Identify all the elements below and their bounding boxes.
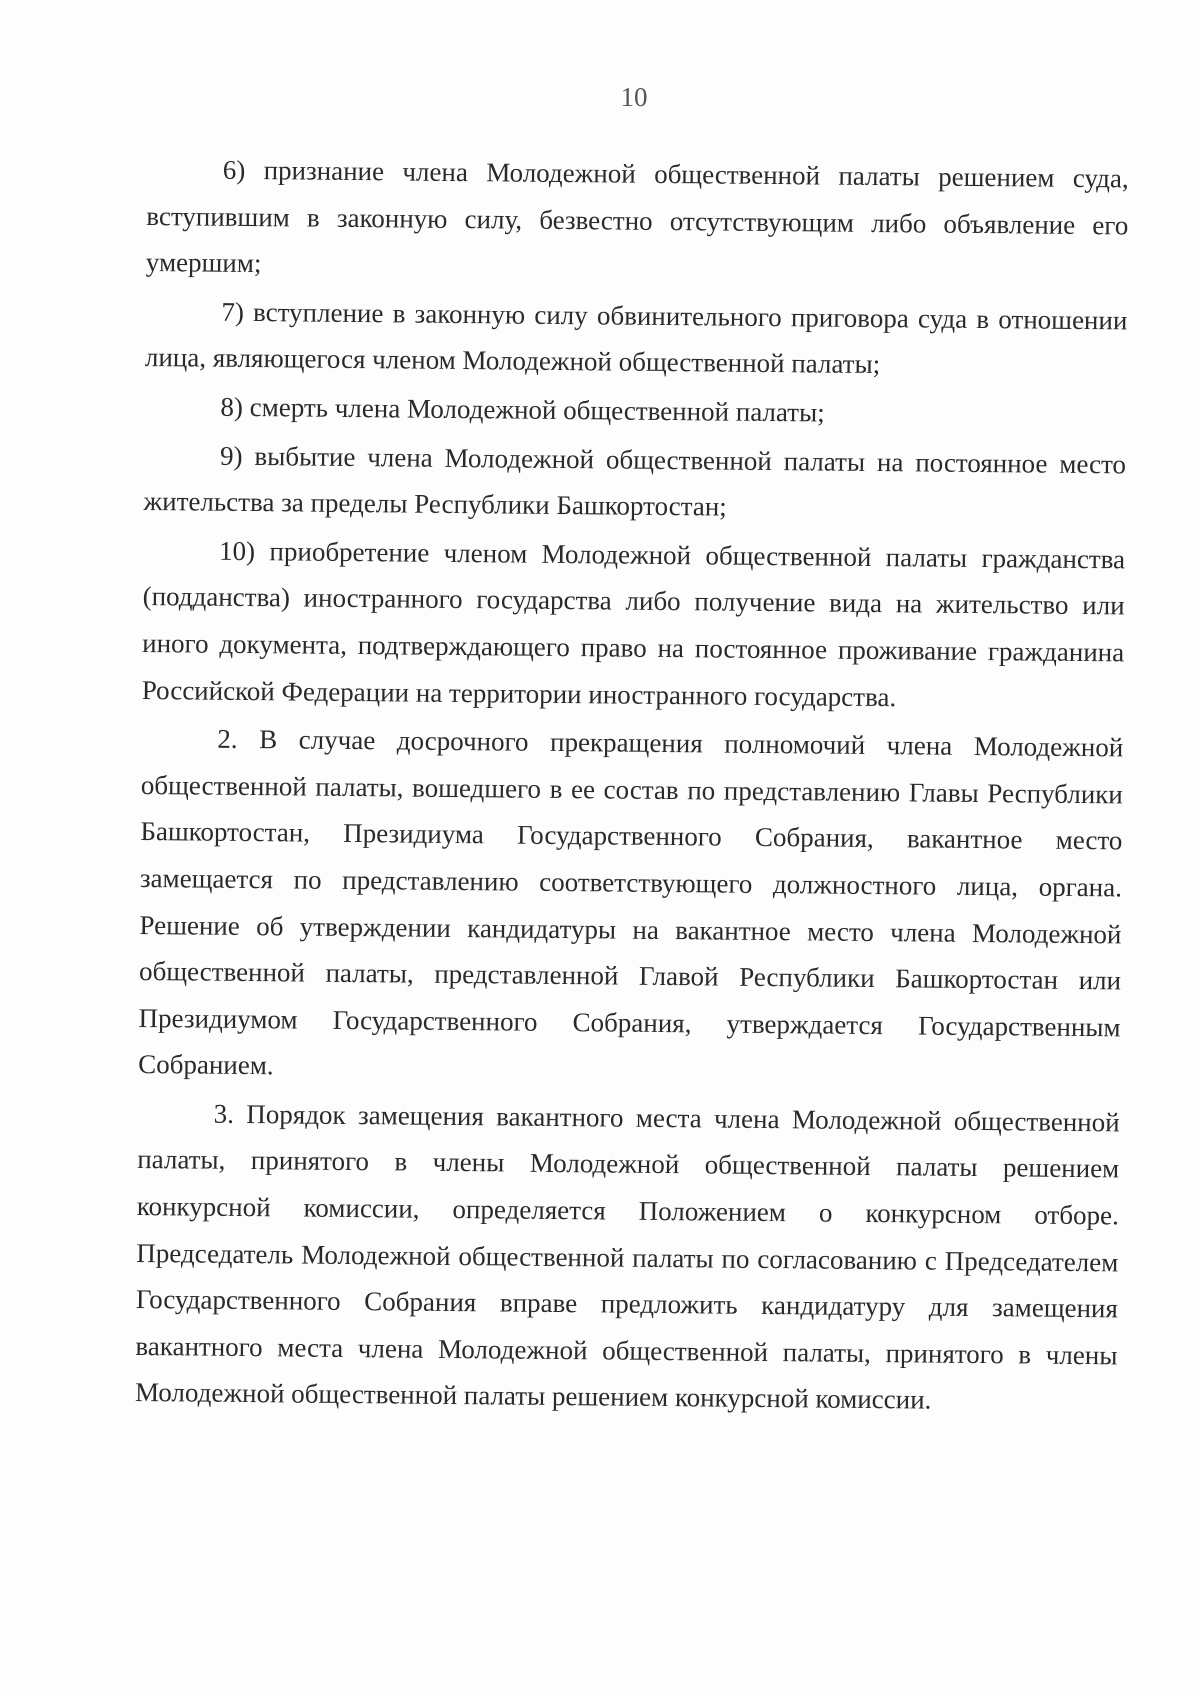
list-item-8: 8) смерть члена Молодежной общественной палаты; [220,391,825,428]
clause-3: 3. Порядок замещения вакантного места члена Молодежной общественной палаты, принятого в члены Молодежной общественной палаты решением конкурсной комиссии, определяется Положением о конкурсном отборе. Председатель Молодежной общественной палаты по согласованию с Председателем Государственного Собрания вправе предложить кандидатуру для замещения вакантного места члена Молодежной общественной палаты, принятого в члены Молодежной общественной палаты решением конкурсной комиссии. [134,1098,1120,1416]
list-item-7: 7) вступление в законную силу обвинительного приговора суда в отношении лица, являющегося членом Молодежной общественной палаты; [144,296,1128,380]
page-number: 10 [620,82,648,112]
list-item-9: 9) выбытие члена Молодежной общественной палаты на постоянное место жительства за пределы Республики Башкортостан; [143,440,1127,522]
list-item-10: 10) приобретение членом Молодежной общественной палаты гражданства (подданства) иностранного государства либо получение вида на жительство или иного документа, подтверждающего право на постоянное проживание гражданина Российской Федерации на территории иностранного государства. [141,535,1126,712]
clause-2: 2. В случае досрочного прекращения полномочий члена Молодежной общественной палаты, вошедшего в ее состав по представлению Главы Республики Башкортостан, Президиума Государственного Собрания, вакантное место замещается по представлению соответствующего должностного лица, органа. Решение об утверждении кандидатуры на вакантное место члена Молодежной общественной палаты, представленной Главой Республики Башкортостан или Президиумом Государственного Собрания, утверждается Государственным Собранием. [138,723,1124,1081]
list-item-6: 6) признание члена Молодежной общественной палаты решением суда, вступившим в законную силу, безвестно отсутствующим либо объявление его умершим; [145,154,1129,279]
document-body [135,146,1129,1427]
